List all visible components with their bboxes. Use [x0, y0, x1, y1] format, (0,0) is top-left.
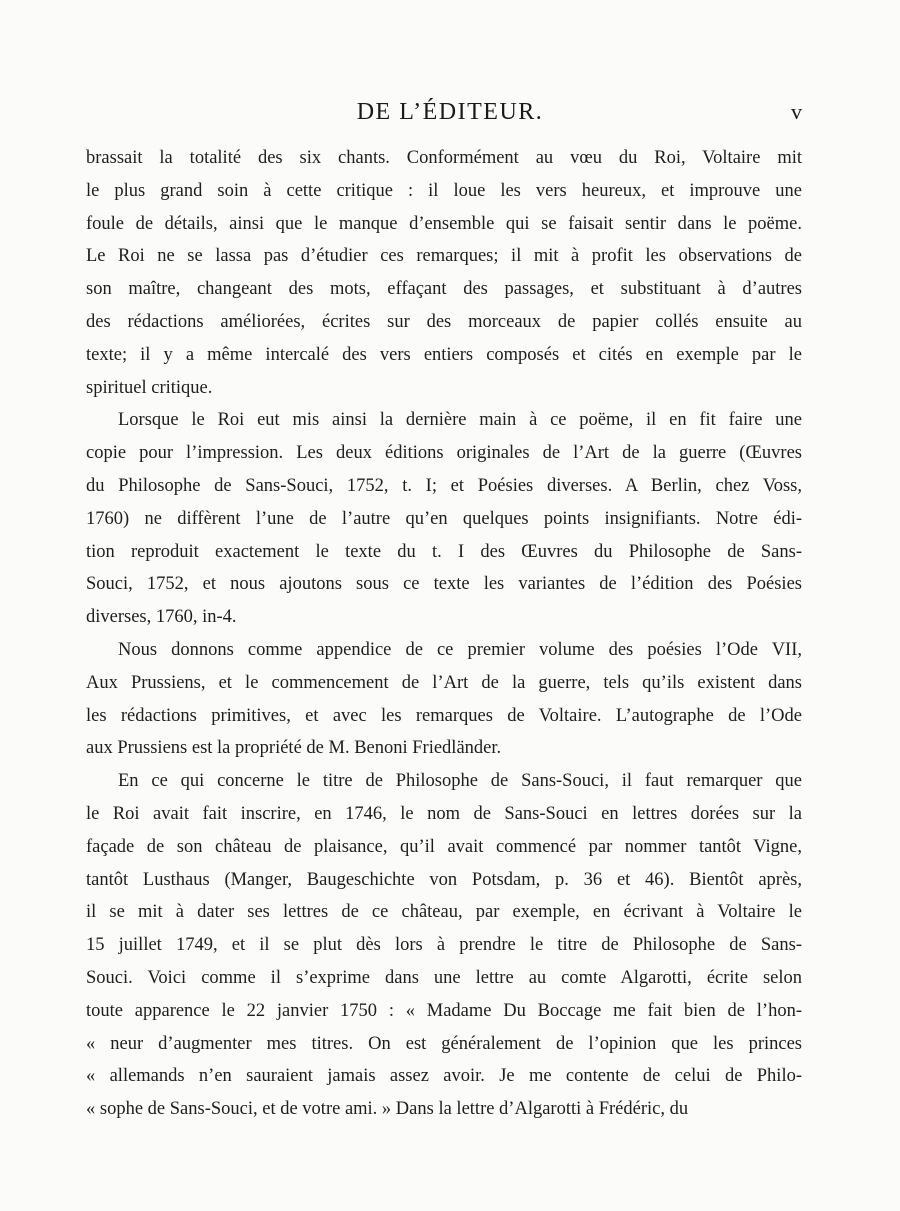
- text-line: Souci, 1752, et nous ajoutons sous ce texte les variantes de l’édition des Poésies: [86, 574, 802, 595]
- text-line: 15 juillet 1749, et il se plut dès lors à prendre le titre de Philosophe de Sans-: [86, 935, 802, 956]
- text-line: brassait la totalité des six chants. Conformément au vœu du Roi, Voltaire mit: [86, 148, 802, 168]
- text-line: « sophe de Sans-Souci, et de votre ami. » Dans la lettre d’Algarotti à Frédéric, du: [86, 1099, 689, 1120]
- text-line: spirituel critique.: [86, 377, 213, 398]
- text-line: le Roi avait fait inscrire, en 1746, le nom de Sans-Souci en lettres dorées sur la: [86, 803, 802, 824]
- text-line: copie pour l’impression. Les deux éditions originales de l’Art de la guerre (Œuvres: [86, 443, 802, 464]
- text-line: son maître, changeant des mots, effaçant des passages, et substituant à d’autres: [86, 279, 802, 300]
- paragraph: [86, 404, 802, 634]
- text-line: Souci. Voici comme il s’exprime dans une lettre au comte Algarotti, écrite selon: [86, 967, 802, 988]
- text-line: il se mit à dater ses lettres de ce château, par exemple, en écrivant à Voltaire le: [86, 902, 802, 923]
- text-line: Le Roi ne se lassa pas d’étudier ces remarques; il mit à profit les observations de: [86, 246, 802, 267]
- paragraph: [86, 634, 802, 765]
- text-line: aux Prussiens est la propriété de M. Benoni Friedländer.: [86, 738, 502, 759]
- text-line: diverses, 1760, in-4.: [86, 607, 237, 628]
- text-line: les rédactions primitives, et avec les remarques de Voltaire. L’autographe de l’Ode: [86, 705, 802, 726]
- running-head: [0, 96, 900, 132]
- text-line: 1760) ne diffèrent l’une de l’autre qu’en quelques points insignifiants. Notre édi-: [86, 508, 802, 529]
- text-line: des rédactions améliorées, écrites sur des morceaux de papier collés ensuite au: [86, 311, 802, 332]
- text-line: du Philosophe de Sans-Souci, 1752, t. I; et Poésies diverses. A Berlin, chez Voss,: [86, 475, 802, 496]
- text-line: Nous donnons comme appendice de ce premier volume des poésies l’Ode VII,: [118, 639, 802, 660]
- running-title: DE L’ÉDITEUR.: [356, 99, 544, 125]
- body-text: [86, 142, 802, 1126]
- paragraph: [86, 765, 802, 1126]
- text-line: foule de détails, ainsi que le manque d’ensemble qui se faisait sentir dans le poëme.: [86, 213, 802, 234]
- text-line: Aux Prussiens, et le commencement de l’Art de la guerre, tels qu’ils existent dans: [86, 672, 802, 693]
- paragraph: [86, 142, 802, 404]
- text-line: En ce qui concerne le titre de Philosophe de Sans-Souci, il faut remarquer que: [118, 771, 802, 792]
- text-line: tantôt Lusthaus (Manger, Baugeschichte von Potsdam, p. 36 et 46). Bientôt après,: [86, 869, 802, 890]
- text-line: texte; il y a même intercalé des vers entiers composés et cités en exemple par le: [86, 344, 802, 365]
- text-line: « allemands n’en sauraient jamais assez avoir. Je me contente de celui de Philo-: [86, 1066, 802, 1087]
- text-line: façade de son château de plaisance, qu’il avait commencé par nommer tantôt Vigne,: [86, 836, 802, 857]
- text-line: le plus grand soin à cette critique : il loue les vers heureux, et improuve une: [86, 180, 802, 201]
- text-line: Lorsque le Roi eut mis ainsi la dernière main à ce poëme, il en fit faire une: [118, 410, 802, 431]
- text-line: toute apparence le 22 janvier 1750 : « Madame Du Boccage me fait bien de l’hon-: [86, 1000, 802, 1021]
- text-line: « neur d’augmenter mes titres. On est généralement de l’opinion que les princes: [86, 1033, 802, 1054]
- text-line: tion reproduit exactement le texte du t. I des Œuvres du Philosophe de Sans-: [86, 541, 802, 562]
- page-number: v: [791, 99, 802, 124]
